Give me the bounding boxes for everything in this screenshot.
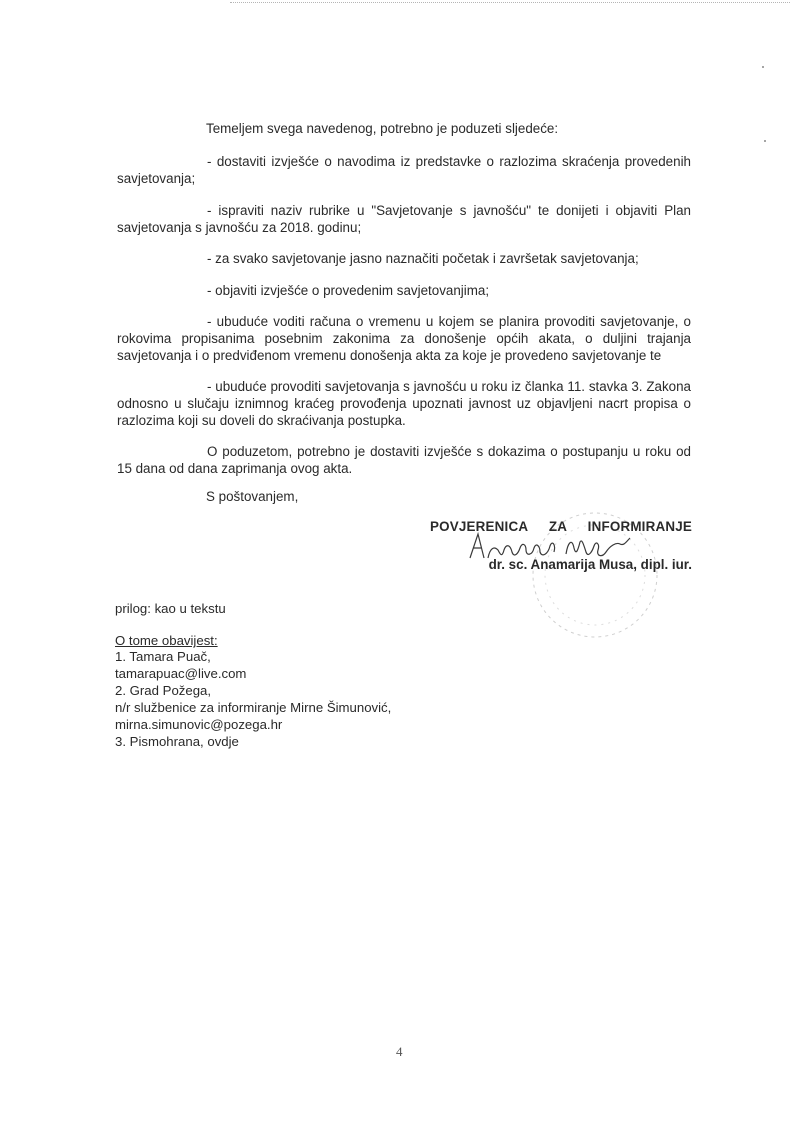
page-number: 4 bbox=[396, 1044, 403, 1059]
scan-edge-line bbox=[230, 2, 790, 4]
recipient-line: 3. Pismohrana, ovdje bbox=[115, 734, 239, 749]
item-first-line: - ubuduće voditi računa o vremenu u kojem se planira provoditi savjetovanje, o bbox=[207, 314, 691, 329]
item-first-line: - ubuduće provoditi savjetovanja s javnošću u roku iz članka 11. stavka 3. bbox=[207, 379, 643, 394]
title-word: POVJERENICA bbox=[430, 519, 529, 534]
item-rest: savjetovanja s javnošću za 2018. godinu; bbox=[117, 220, 362, 235]
item-first-line: - ispraviti naziv rubrike u "Savjetovanje s javnošću" te donijeti i objaviti Plan bbox=[207, 203, 691, 218]
signatory-name: dr. sc. Anamarija Musa, dipl. iur. bbox=[488, 557, 692, 572]
closing-paragraph bbox=[117, 443, 691, 477]
salutation: S poštovanjem, bbox=[206, 489, 299, 504]
recipient-list bbox=[115, 648, 391, 750]
recipient-line: n/r službenice za informiranje Mirne Šimunović, bbox=[115, 700, 392, 715]
closing-rest: od 15 dana od dana zaprimanja ovog akta. bbox=[117, 444, 691, 476]
title-word: ZA bbox=[548, 519, 568, 534]
intro-text: Temeljem svega navedenog, potrebno je poduzeti sljedeće: bbox=[206, 121, 559, 136]
item-rest: provedenih savjetovanja; bbox=[117, 154, 691, 186]
list-item: - za svako savjetovanje jasno naznačiti početak i završetak savjetovanja; bbox=[207, 251, 639, 266]
recipient-email: mirna.simunovic@pozega.hr bbox=[115, 717, 283, 732]
title-word: INFORMIRANJE bbox=[587, 519, 692, 534]
scan-speck bbox=[762, 66, 764, 68]
list-item bbox=[117, 153, 691, 187]
item-rest: rokovima propisanima posebnim zakonima za donošenje općih akata, o duljini trajanja savjetovanja i o predviđenom vremenu donošenja akta za koje je provedeno savjetovanje te bbox=[117, 331, 691, 363]
list-item bbox=[117, 378, 691, 429]
notify-heading: O tome obavijest: bbox=[115, 633, 218, 648]
item-rest: Zakona odnosno u slučaju iznimnog kraćeg provođenja upoznati javnost uz objavljeni nacrt propisa o razlozima koji su doveli do skraćivanja postupka. bbox=[117, 379, 691, 428]
recipient-line: 2. Grad Požega, bbox=[115, 683, 212, 698]
closing-first-line: O poduzetom, potrebno je dostaviti izvješće s dokazima o postupanju u roku bbox=[207, 444, 672, 459]
list-item bbox=[117, 313, 691, 364]
recipient-email: tamarapuac@live.com bbox=[115, 666, 247, 681]
list-item bbox=[117, 202, 691, 236]
attachment-note: prilog: kao u tekstu bbox=[115, 601, 226, 616]
list-item: - objaviti izvješće o provedenim savjetovanjima; bbox=[207, 283, 490, 298]
scan-speck bbox=[764, 140, 766, 142]
item-first-line: - dostaviti izvješće o navodima iz predstavke o razlozima skraćenja bbox=[207, 154, 620, 169]
recipient-line: 1. Tamara Puač, bbox=[115, 649, 211, 664]
